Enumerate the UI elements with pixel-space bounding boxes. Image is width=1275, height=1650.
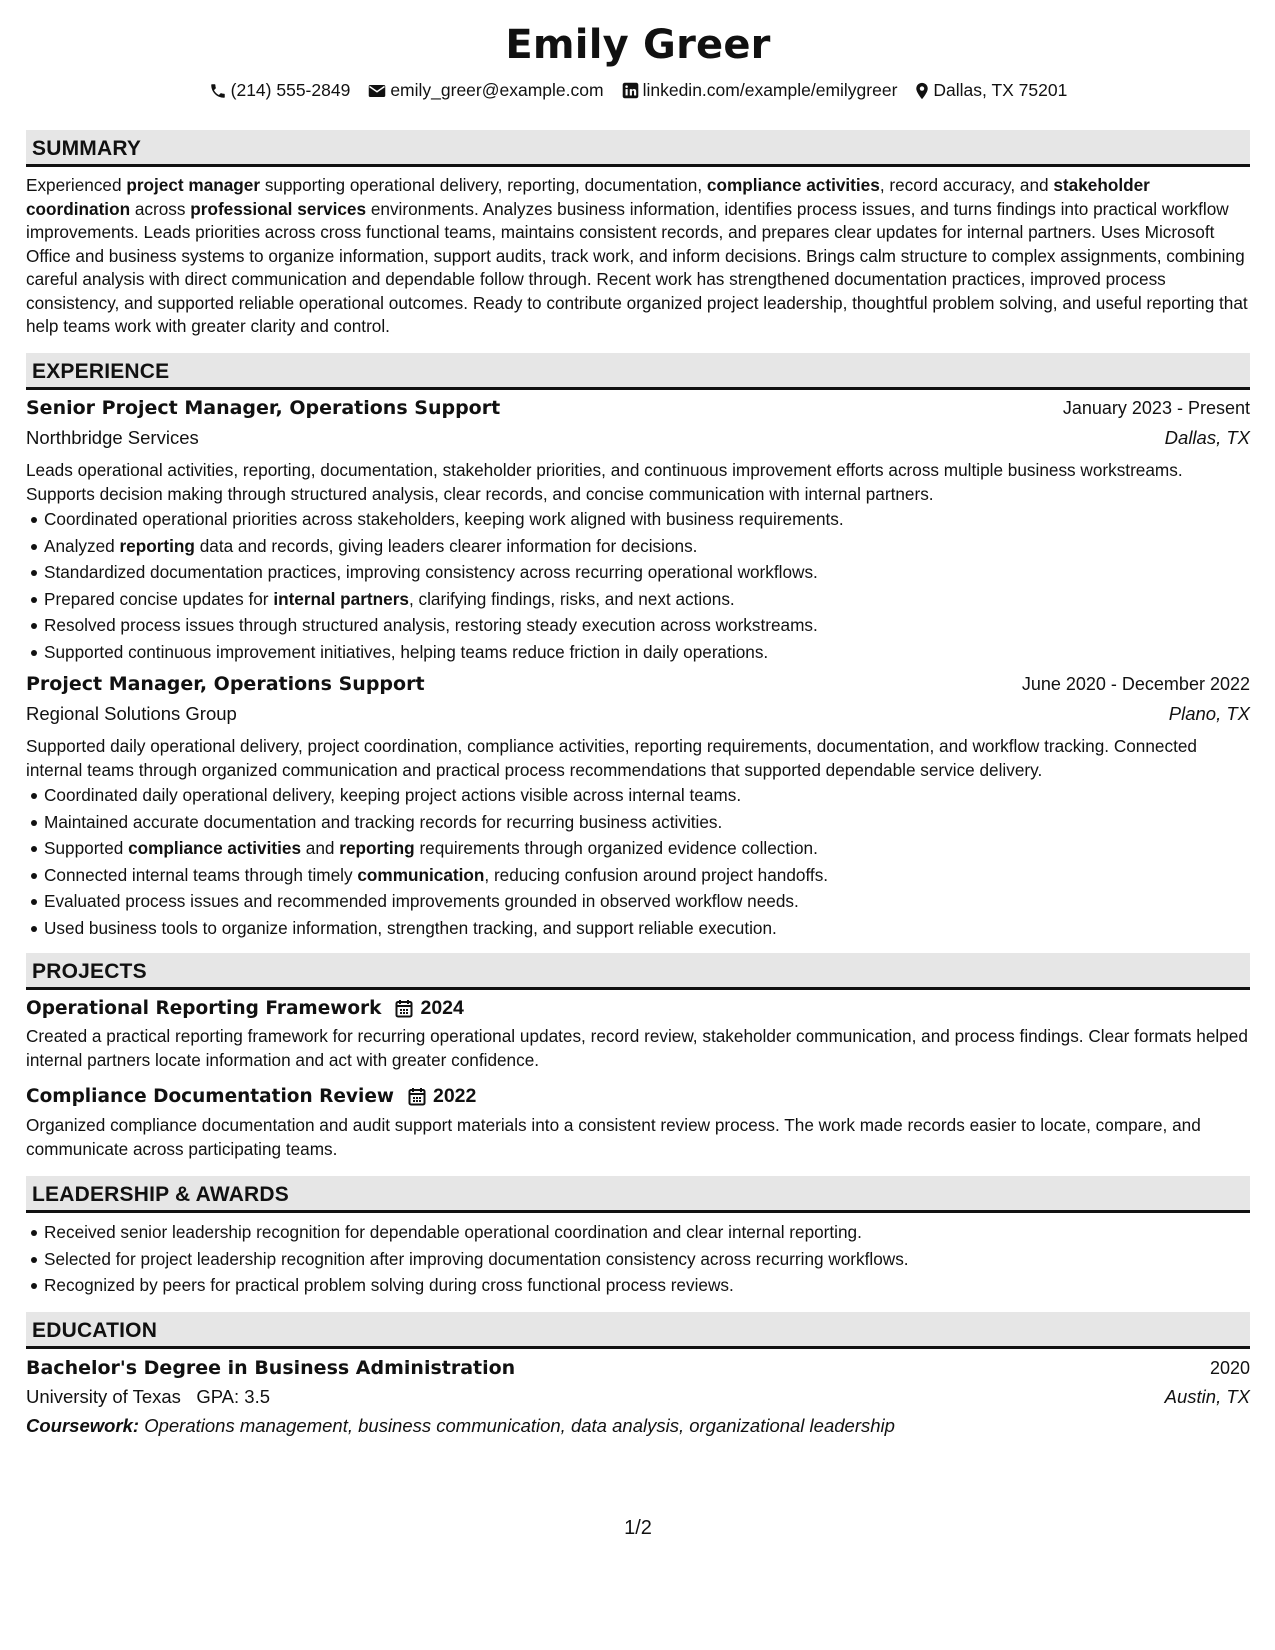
projects-heading: PROJECTS bbox=[32, 960, 147, 983]
bullet-text: , clarifying findings, risks, and next actions. bbox=[408, 588, 735, 609]
coursework-line bbox=[26, 1415, 895, 1437]
summary-text: , record accuracy, and bbox=[879, 175, 1054, 195]
bullet-bold-text: communication bbox=[357, 864, 485, 885]
job-dates: June 2020 - December 2022 bbox=[1021, 674, 1250, 694]
degree-title: Bachelor's Degree in Business Administration bbox=[26, 1357, 516, 1379]
phone-text: (214) 555-2849 bbox=[230, 80, 351, 100]
contact-bar bbox=[26, 80, 1250, 101]
bullet-bold-text: reporting bbox=[339, 838, 415, 858]
job-location: Dallas, TX bbox=[1164, 427, 1250, 448]
bullet-text: Supported continuous improvement initiatives, helping teams reduce friction in daily operations. bbox=[44, 641, 769, 662]
bullet-item bbox=[44, 640, 1250, 667]
project-year: 2024 bbox=[420, 997, 464, 1019]
email-text: emily_greer@example.com bbox=[390, 80, 604, 100]
bullet-text: Standardized documentation practices, improving consistency across recurring operational workflows. bbox=[44, 562, 818, 582]
bullet-text: Analyzed bbox=[44, 535, 120, 556]
page-number: 1/2 bbox=[624, 1517, 652, 1539]
bullet-text: requirements through organized evidence collection. bbox=[414, 838, 818, 858]
school-location: Austin, TX bbox=[1164, 1386, 1250, 1407]
job-dates: January 2023 - Present bbox=[1062, 398, 1250, 418]
experience-section-header bbox=[26, 353, 1250, 390]
contact-email[interactable] bbox=[368, 80, 603, 101]
bullet-text: Prepared concise updates for bbox=[44, 588, 274, 609]
bullet-item bbox=[44, 836, 1250, 863]
bullet-item bbox=[44, 810, 1250, 837]
location-text: Dallas, TX 75201 bbox=[933, 80, 1068, 100]
map-pin-icon bbox=[915, 82, 929, 100]
job-title: Senior Project Manager, Operations Support bbox=[26, 397, 501, 419]
summary-heading: SUMMARY bbox=[32, 137, 142, 160]
education-section-header bbox=[26, 1312, 1250, 1349]
bullet-bold-text: compliance activities bbox=[128, 838, 302, 858]
bullet-item bbox=[44, 889, 1250, 916]
project-title-row bbox=[26, 1085, 476, 1108]
job-company: Northbridge Services bbox=[26, 427, 199, 448]
bullet-item: Recognized by peers for practical problem solving during cross functional process reviews. bbox=[44, 1273, 1250, 1300]
project-title: Compliance Documentation Review bbox=[26, 1086, 394, 1107]
bullet-item bbox=[44, 863, 1250, 890]
job-description: Supported daily operational delivery, project coordination, compliance activities, reporting requirements, documentation, and workflow tracking. Connected internal teams through organized communication and practical process recommendations that supported dependable service delivery. bbox=[26, 736, 1197, 780]
calendar-icon bbox=[408, 1087, 426, 1106]
coursework-label: Coursework: bbox=[26, 1415, 140, 1436]
bullet-text: and bbox=[301, 838, 340, 858]
summary-text: environments. Analyzes business information, identifies process issues, and turns findings into practical workflow improvements. Leads priorities across cross functional teams, maintains consistent records, and prepares clear updates for internal partners. Uses Microsoft Office and business systems to organize information, support audits, track work, and inform decisions. Brings calm structure to complex assignments, combining careful analysis with direct communication and dependable follow through. Recent work has strengthened documentation practices, improved process consistency, and supported reliable operational outcomes. Ready to contribute organized project leadership, thoughtful problem solving, and useful reporting that help teams work with greater clarity and control. bbox=[26, 198, 1248, 336]
school-line: University of Texas GPA: 3.5 bbox=[26, 1386, 271, 1407]
summary-text: Experienced bbox=[26, 175, 127, 195]
candidate-name: Emily Greer bbox=[505, 22, 771, 68]
linkedin-text: linkedin.com/example/emilygreer bbox=[642, 80, 898, 100]
summary-bold-text: professional services bbox=[190, 198, 367, 219]
job-bullet-list bbox=[26, 507, 1250, 666]
experience-heading: EXPERIENCE bbox=[32, 360, 170, 383]
bullet-item bbox=[44, 507, 1250, 534]
contact-linkedin[interactable] bbox=[622, 80, 898, 101]
bullet-text: , reducing confusion around project handoffs. bbox=[484, 864, 829, 885]
bullet-item bbox=[44, 783, 1250, 810]
bullet-text: Evaluated process issues and recommended improvements grounded in observed workflow needs. bbox=[44, 891, 799, 911]
summary-bold-text: stakeholder coordination bbox=[26, 175, 1150, 219]
project-year: 2022 bbox=[432, 1085, 477, 1107]
linkedin-icon bbox=[622, 82, 639, 99]
bullet-item bbox=[44, 613, 1250, 640]
leadership-heading: LEADERSHIP & AWARDS bbox=[32, 1183, 289, 1206]
bullet-item bbox=[44, 916, 1250, 943]
project-description: Organized compliance documentation and audit support materials into a consistent review process. The work made records easier to locate, compare, and communicate across participating teams. bbox=[26, 1115, 1201, 1159]
summary-section-header bbox=[26, 130, 1250, 167]
education-heading: EDUCATION bbox=[32, 1319, 158, 1342]
bullet-text: Resolved process issues through structured analysis, restoring steady execution across workstreams. bbox=[44, 615, 818, 635]
job-bullet-list bbox=[26, 783, 1250, 942]
contact-location bbox=[915, 80, 1067, 101]
summary-bold-text: compliance activities bbox=[706, 175, 880, 195]
bullet-item: Selected for project leadership recognition after improving documentation consistency across recurring workflows. bbox=[44, 1247, 1250, 1274]
job-description: Leads operational activities, reporting, documentation, stakeholder priorities, and continuous improvement efforts across multiple business workstreams. Supports decision making through structured analysis, clear records, and concise communication with internal partners. bbox=[26, 460, 1183, 504]
bullet-text: data and records, giving leaders clearer information for decisions. bbox=[194, 535, 698, 556]
leadership-bullet-list bbox=[26, 1220, 1250, 1300]
bullet-text: Coordinated operational priorities across stakeholders, keeping work aligned with business requirements. bbox=[44, 509, 844, 529]
summary-bold-text: project manager bbox=[126, 175, 261, 195]
envelope-icon bbox=[368, 83, 386, 99]
job-location: Plano, TX bbox=[1168, 703, 1250, 724]
job-company: Regional Solutions Group bbox=[26, 703, 237, 724]
contact-phone[interactable] bbox=[209, 80, 351, 101]
bullet-item bbox=[44, 587, 1250, 614]
bullet-text: Connected internal teams through timely bbox=[44, 864, 358, 885]
phone-icon bbox=[209, 82, 227, 100]
project-title-row bbox=[26, 997, 464, 1020]
graduation-year: 2020 bbox=[1209, 1358, 1250, 1378]
bullet-text: Maintained accurate documentation and tracking records for recurring business activities. bbox=[44, 811, 723, 832]
summary-paragraph bbox=[26, 174, 1250, 339]
bullet-text: Used business tools to organize information, strengthen tracking, and support reliable execution. bbox=[44, 917, 777, 938]
bullet-item: Received senior leadership recognition for dependable operational coordination and clear internal reporting. bbox=[44, 1220, 1250, 1247]
bullet-item bbox=[44, 534, 1250, 561]
summary-text: supporting operational delivery, reporting, documentation, bbox=[260, 175, 707, 195]
calendar-icon bbox=[395, 999, 413, 1018]
bullet-text: Coordinated daily operational delivery, keeping project actions visible across internal teams. bbox=[44, 785, 742, 805]
bullet-text: Supported bbox=[44, 838, 129, 858]
projects-section-header bbox=[26, 953, 1250, 990]
project-description: Created a practical reporting framework for recurring operational updates, record review, stakeholder communication, and process findings. Clear formats helped internal partners locate information and act with greater confidence. bbox=[26, 1026, 1248, 1070]
summary-text: across bbox=[130, 198, 191, 219]
bullet-bold-text: reporting bbox=[119, 535, 195, 556]
leadership-section-header bbox=[26, 1176, 1250, 1213]
job-title: Project Manager, Operations Support bbox=[26, 673, 425, 695]
bullet-bold-text: internal partners bbox=[273, 588, 409, 609]
project-title: Operational Reporting Framework bbox=[26, 998, 382, 1019]
coursework-text: Operations management, business communication, data analysis, organizational leadership bbox=[139, 1415, 895, 1436]
bullet-item bbox=[44, 560, 1250, 587]
